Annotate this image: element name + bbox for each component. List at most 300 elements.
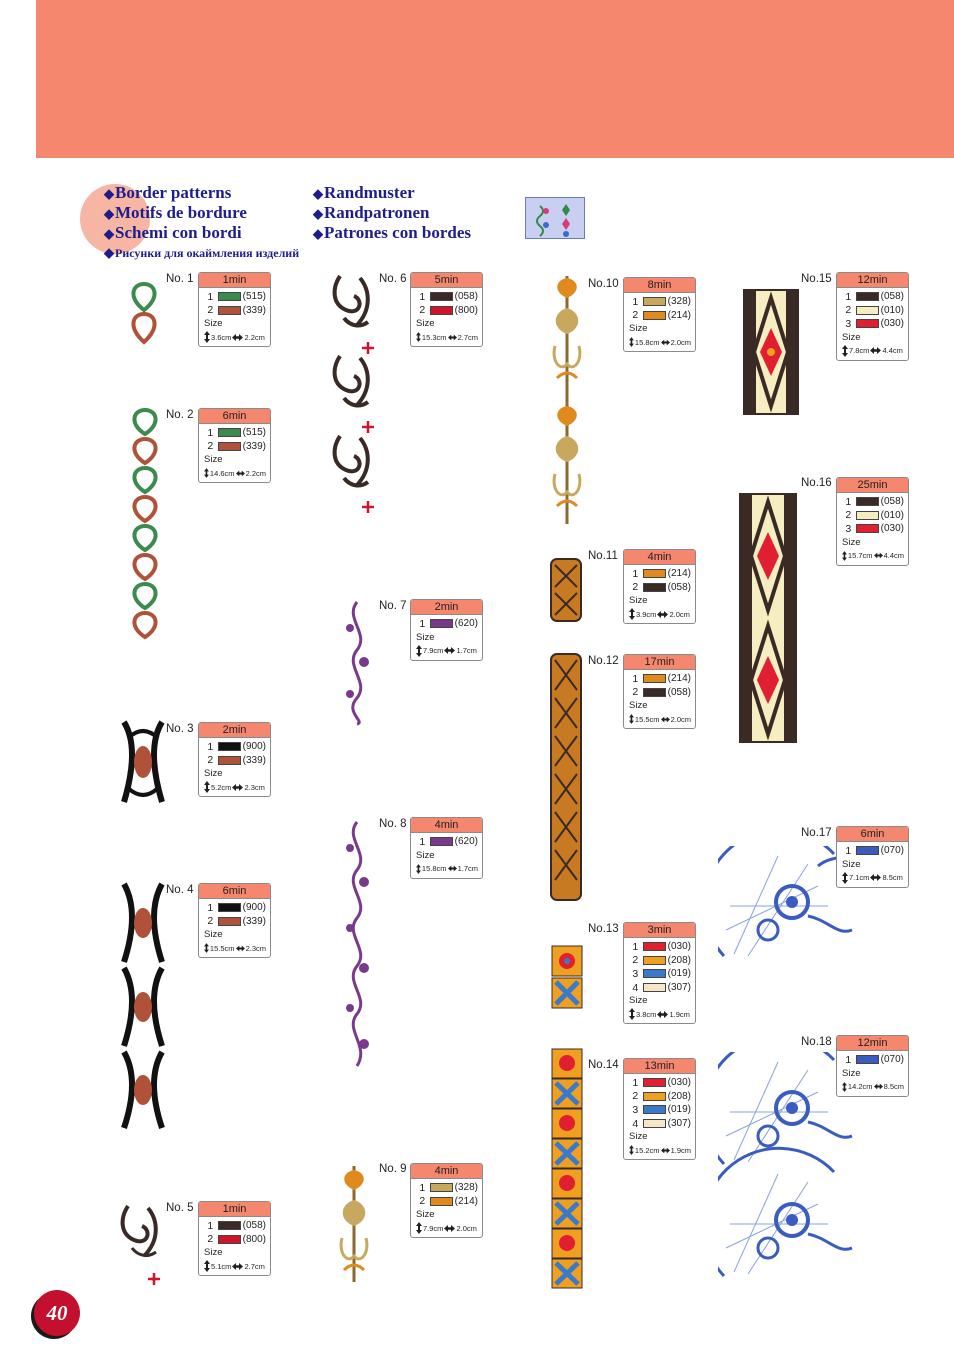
stitch-time: 25min xyxy=(837,478,908,493)
card-body xyxy=(411,288,482,346)
vertical-arrow-icon xyxy=(842,1081,847,1093)
cross-connector-icon xyxy=(362,420,374,438)
stitch-time: 4min xyxy=(411,1164,482,1179)
size-vertical: 15.7cm xyxy=(847,551,873,561)
thread-color-row xyxy=(204,915,266,929)
pattern-size xyxy=(204,942,266,954)
card-body xyxy=(837,842,908,887)
thread-code: (515) xyxy=(242,427,266,439)
thread-color-row xyxy=(416,1195,478,1209)
color-order: 1 xyxy=(632,295,639,308)
stitch-time: 4min xyxy=(411,818,482,833)
pattern-number: No. 1 xyxy=(166,273,194,285)
vertical-arrow-icon xyxy=(416,645,422,657)
pattern-size xyxy=(629,336,691,348)
thread-color-row xyxy=(204,440,266,454)
color-swatch xyxy=(218,756,240,765)
pattern-info-card[interactable] xyxy=(836,826,909,888)
page-number: 40 xyxy=(46,1301,68,1325)
stitch-time: 17min xyxy=(624,655,695,670)
thread-color-row xyxy=(204,1233,266,1247)
size-label: Size xyxy=(416,1209,435,1221)
stitch-time: 12min xyxy=(837,273,908,288)
stitch-time: 1min xyxy=(199,273,270,288)
thread-code: (010) xyxy=(880,304,904,316)
pattern-number: No. 3 xyxy=(166,723,194,735)
thread-color-row xyxy=(629,940,691,954)
color-order: 4 xyxy=(632,981,639,994)
color-order: 1 xyxy=(845,290,852,303)
color-order: 2 xyxy=(207,754,214,767)
pattern-9-motif xyxy=(334,1160,374,1293)
thread-code: (058) xyxy=(880,291,904,303)
pattern-13-motif xyxy=(551,945,583,1014)
pattern-size xyxy=(842,550,904,562)
color-order: 1 xyxy=(632,567,639,580)
thread-code: (058) xyxy=(242,1220,266,1232)
thread-color-row xyxy=(204,754,266,768)
color-swatch xyxy=(430,619,452,628)
color-order: 2 xyxy=(419,304,426,317)
pattern-info-card[interactable] xyxy=(198,408,271,483)
color-order: 1 xyxy=(845,1053,852,1066)
pattern-info-card[interactable] xyxy=(623,922,696,1024)
stitch-time: 8min xyxy=(624,278,695,293)
size-horizontal: 4.4cm xyxy=(882,346,903,356)
size-label: Size xyxy=(629,1131,648,1143)
size-label: Size xyxy=(416,849,435,861)
pattern-size xyxy=(204,467,266,479)
color-swatch xyxy=(643,969,665,978)
header-band xyxy=(36,0,954,158)
color-order: 3 xyxy=(845,317,852,330)
horizontal-arrow-icon xyxy=(661,1147,670,1154)
size-vertical: 15.3cm xyxy=(421,332,447,342)
pattern-size xyxy=(842,1081,904,1093)
thread-code: (339) xyxy=(242,304,266,316)
stitch-time: 12min xyxy=(837,1036,908,1051)
color-order: 2 xyxy=(845,509,852,522)
size-horizontal: 2.7cm xyxy=(244,1261,265,1271)
pattern-info-card[interactable] xyxy=(198,1201,271,1276)
horizontal-arrow-icon xyxy=(236,470,245,477)
color-order: 1 xyxy=(419,290,426,303)
size-label: Size xyxy=(204,1247,223,1259)
color-order: 1 xyxy=(632,940,639,953)
thread-code: (900) xyxy=(242,902,266,914)
color-order: 1 xyxy=(419,617,426,630)
card-body xyxy=(411,1179,482,1237)
horizontal-arrow-icon xyxy=(236,945,245,952)
color-swatch xyxy=(856,292,878,301)
size-horizontal: 2.0cm xyxy=(456,1223,477,1233)
size-vertical: 7.8cm xyxy=(849,346,870,356)
pattern-size xyxy=(629,608,691,620)
size-vertical: 15.8cm xyxy=(421,864,447,874)
thread-code: (214) xyxy=(667,309,691,321)
size-vertical: 7.9cm xyxy=(423,646,444,656)
horizontal-arrow-icon xyxy=(448,334,457,341)
thread-code: (620) xyxy=(454,836,478,848)
size-horizontal: 1.7cm xyxy=(456,646,477,656)
pattern-2-motif xyxy=(124,406,166,647)
size-horizontal: 2.3cm xyxy=(245,943,266,953)
thread-color-row xyxy=(842,1053,904,1067)
pattern-info-card[interactable] xyxy=(198,272,271,347)
pattern-info-card[interactable] xyxy=(623,549,696,624)
vertical-arrow-icon xyxy=(204,942,209,954)
thread-code: (339) xyxy=(242,440,266,452)
pattern-number: No.14 xyxy=(588,1059,619,1071)
vertical-arrow-icon xyxy=(416,1222,422,1234)
color-order: 3 xyxy=(845,522,852,535)
color-order: 2 xyxy=(207,440,214,453)
vertical-arrow-icon xyxy=(629,608,635,620)
thread-color-row xyxy=(629,567,691,581)
thread-code: (328) xyxy=(454,1182,478,1194)
stitch-time: 3min xyxy=(624,923,695,938)
size-vertical: 7.1cm xyxy=(849,873,870,883)
horizontal-arrow-icon xyxy=(870,874,881,881)
color-swatch xyxy=(856,497,878,506)
thread-code: (058) xyxy=(454,291,478,303)
color-swatch xyxy=(643,942,665,951)
thread-code: (620) xyxy=(454,618,478,630)
card-body xyxy=(837,493,908,565)
thread-code: (058) xyxy=(667,686,691,698)
thread-color-row xyxy=(629,1076,691,1090)
pattern-number: No. 6 xyxy=(379,273,407,285)
color-order: 1 xyxy=(207,740,214,753)
color-swatch xyxy=(856,1055,878,1064)
color-swatch xyxy=(218,1221,240,1230)
color-order: 1 xyxy=(207,1219,214,1232)
stitch-time: 2min xyxy=(411,600,482,615)
size-horizontal: 1.9cm xyxy=(669,1009,690,1019)
pattern-number: No. 4 xyxy=(166,884,194,896)
color-swatch xyxy=(643,956,665,965)
pattern-info-card[interactable] xyxy=(623,1058,696,1160)
thread-color-row xyxy=(629,672,691,686)
size-vertical: 15.5cm xyxy=(209,943,235,953)
thread-code: (019) xyxy=(667,968,691,980)
thread-color-row xyxy=(629,309,691,323)
color-swatch xyxy=(643,983,665,992)
pattern-5-motif xyxy=(118,1200,166,1271)
size-horizontal: 2.0cm xyxy=(670,714,691,724)
card-body xyxy=(837,288,908,360)
thread-code: (307) xyxy=(667,982,691,994)
color-swatch xyxy=(430,837,452,846)
vertical-arrow-icon xyxy=(204,781,210,793)
horizontal-arrow-icon xyxy=(874,1083,883,1090)
color-order: 1 xyxy=(845,844,852,857)
pattern-size xyxy=(416,331,478,343)
card-body xyxy=(624,565,695,623)
size-horizontal: 2.0cm xyxy=(669,609,690,619)
cross-connector-icon xyxy=(148,1272,160,1290)
pattern-10-motif xyxy=(548,272,586,533)
color-swatch xyxy=(643,1078,665,1087)
color-swatch xyxy=(218,306,240,315)
size-vertical: 3.8cm xyxy=(636,1009,657,1019)
thread-code: (070) xyxy=(880,1054,904,1066)
pattern-1-motif xyxy=(124,280,164,351)
horizontal-arrow-icon xyxy=(444,647,455,654)
color-order: 4 xyxy=(632,1117,639,1130)
card-body xyxy=(411,615,482,660)
pattern-number: No.11 xyxy=(588,550,618,562)
title-patrones-con-bordes: ◆Patrones con bordes xyxy=(313,223,472,242)
vertical-arrow-icon xyxy=(629,1008,635,1020)
size-label: Size xyxy=(629,995,648,1007)
size-label: Size xyxy=(204,768,223,780)
pattern-number: No. 9 xyxy=(379,1163,407,1175)
color-swatch xyxy=(643,1092,665,1101)
color-swatch xyxy=(856,524,878,533)
thread-color-row xyxy=(842,844,904,858)
thread-code: (800) xyxy=(454,304,478,316)
size-label: Size xyxy=(842,1067,861,1079)
size-horizontal: 1.9cm xyxy=(670,1145,691,1155)
card-body xyxy=(624,670,695,728)
thread-code: (058) xyxy=(667,581,691,593)
card-body xyxy=(411,833,482,878)
color-swatch xyxy=(643,688,665,697)
title-border-patterns: ◆Border patterns xyxy=(104,183,232,202)
color-order: 2 xyxy=(632,686,639,699)
thread-color-row xyxy=(629,1117,691,1131)
vertical-arrow-icon xyxy=(842,550,847,562)
horizontal-arrow-icon xyxy=(232,334,243,341)
thread-color-row xyxy=(842,290,904,304)
card-body xyxy=(624,1074,695,1159)
pattern-info-card[interactable] xyxy=(410,599,483,661)
pattern-info-card[interactable] xyxy=(198,883,271,958)
card-body xyxy=(199,738,270,796)
pattern-info-card[interactable] xyxy=(410,817,483,879)
horizontal-arrow-icon xyxy=(448,865,457,872)
stitch-time: 1min xyxy=(199,1202,270,1217)
size-vertical: 3.6cm xyxy=(211,332,232,342)
thread-color-row xyxy=(629,967,691,981)
color-swatch xyxy=(643,583,665,592)
color-order: 1 xyxy=(419,835,426,848)
pattern-info-card[interactable] xyxy=(410,1163,483,1238)
vertical-arrow-icon xyxy=(204,467,209,479)
size-label: Size xyxy=(204,318,223,330)
color-swatch xyxy=(643,1105,665,1114)
pattern-size xyxy=(842,345,904,357)
horizontal-arrow-icon xyxy=(444,1225,455,1232)
size-label: Size xyxy=(629,700,648,712)
pattern-number: No.15 xyxy=(801,273,832,285)
size-label: Size xyxy=(629,323,648,335)
thread-color-row xyxy=(204,740,266,754)
pattern-size xyxy=(204,331,266,343)
thread-code: (030) xyxy=(667,1077,691,1089)
color-order: 2 xyxy=(207,1233,214,1246)
horizontal-arrow-icon xyxy=(870,347,881,354)
color-order: 1 xyxy=(419,1181,426,1194)
stitch-time: 13min xyxy=(624,1059,695,1074)
pattern-size xyxy=(842,872,904,884)
size-vertical: 15.8cm xyxy=(634,337,660,347)
thread-color-row xyxy=(416,1181,478,1195)
thread-color-row xyxy=(204,901,266,915)
vertical-arrow-icon xyxy=(629,336,634,348)
thread-color-row xyxy=(629,1103,691,1117)
pattern-info-card[interactable] xyxy=(836,272,909,361)
pattern-number: No.16 xyxy=(801,477,832,489)
pattern-4-motif xyxy=(120,880,166,1137)
title-randmuster: ◆Randmuster xyxy=(313,183,415,202)
card-body xyxy=(199,288,270,346)
size-horizontal: 2.0cm xyxy=(670,337,691,347)
size-horizontal: 2.7cm xyxy=(457,332,478,342)
title-randpatronen: ◆Randpatronen xyxy=(313,203,430,222)
thread-code: (328) xyxy=(667,296,691,308)
size-horizontal: 8.5cm xyxy=(882,873,903,883)
size-vertical: 3.9cm xyxy=(636,609,657,619)
horizontal-arrow-icon xyxy=(657,611,668,618)
size-label: Size xyxy=(416,631,435,643)
vertical-arrow-icon xyxy=(204,331,210,343)
color-order: 1 xyxy=(207,426,214,439)
pattern-size xyxy=(629,1144,691,1156)
size-label: Size xyxy=(842,536,861,548)
thread-code: (010) xyxy=(880,509,904,521)
card-body xyxy=(837,1051,908,1096)
thread-color-row xyxy=(416,290,478,304)
color-order: 2 xyxy=(845,304,852,317)
stitch-time: 2min xyxy=(199,723,270,738)
stitch-time: 6min xyxy=(199,884,270,899)
size-vertical: 15.2cm xyxy=(634,1145,660,1155)
pattern-6-motif xyxy=(330,270,380,515)
thread-code: (030) xyxy=(880,523,904,535)
color-order: 1 xyxy=(845,495,852,508)
color-swatch xyxy=(430,292,452,301)
color-order: 2 xyxy=(207,304,214,317)
pattern-info-card[interactable] xyxy=(198,722,271,797)
thread-color-row xyxy=(416,835,478,849)
size-vertical: 14.6cm xyxy=(209,468,235,478)
size-horizontal: 2.3cm xyxy=(244,782,265,792)
thread-code: (800) xyxy=(242,1233,266,1245)
pattern-number: No.17 xyxy=(801,827,832,839)
pattern-14-motif xyxy=(551,1048,583,1295)
pattern-number: No. 7 xyxy=(379,600,407,612)
pattern-7-motif xyxy=(340,598,374,733)
color-swatch xyxy=(430,1197,452,1206)
size-vertical: 5.1cm xyxy=(211,1261,232,1271)
thread-code: (058) xyxy=(880,496,904,508)
thread-color-row xyxy=(629,954,691,968)
size-label: Size xyxy=(416,318,435,330)
thread-code: (208) xyxy=(667,954,691,966)
vertical-arrow-icon xyxy=(842,345,848,357)
title-motifs-de-bordure: ◆Motifs de bordure xyxy=(104,203,247,222)
pattern-info-card[interactable] xyxy=(623,654,696,729)
size-horizontal: 2.2cm xyxy=(244,332,265,342)
horizontal-arrow-icon xyxy=(661,716,670,723)
color-swatch xyxy=(218,903,240,912)
pattern-number: No. 5 xyxy=(166,1202,194,1214)
vertical-arrow-icon xyxy=(629,1144,634,1156)
stitch-time: 5min xyxy=(411,273,482,288)
pattern-15-motif xyxy=(742,288,800,421)
thread-color-row xyxy=(416,304,478,318)
thread-code: (214) xyxy=(667,568,691,580)
thread-code: (900) xyxy=(242,741,266,753)
thread-color-row xyxy=(629,981,691,995)
thread-color-row xyxy=(629,1090,691,1104)
color-swatch xyxy=(643,569,665,578)
pattern-info-card[interactable] xyxy=(623,277,696,352)
pattern-16-motif xyxy=(738,492,798,749)
thread-code: (030) xyxy=(667,941,691,953)
color-order: 2 xyxy=(632,309,639,322)
pattern-size xyxy=(204,781,266,793)
pattern-size xyxy=(416,645,478,657)
thread-code: (339) xyxy=(242,915,266,927)
thread-code: (515) xyxy=(242,291,266,303)
thread-code: (307) xyxy=(667,1118,691,1130)
vertical-arrow-icon xyxy=(416,863,421,875)
pattern-info-card[interactable] xyxy=(410,272,483,347)
thread-color-row xyxy=(629,581,691,595)
pattern-8-motif xyxy=(340,818,374,1075)
stitch-time: 4min xyxy=(624,550,695,565)
size-horizontal: 4.4cm xyxy=(883,551,904,561)
pattern-number: No. 2 xyxy=(166,409,194,421)
vertical-arrow-icon xyxy=(204,1260,210,1272)
thread-color-row xyxy=(629,295,691,309)
pattern-12-motif xyxy=(549,652,583,907)
card-body xyxy=(199,1217,270,1275)
cross-connector-icon xyxy=(362,341,374,359)
pattern-info-card[interactable] xyxy=(836,1035,909,1097)
color-swatch xyxy=(856,319,878,328)
thread-color-row xyxy=(629,686,691,700)
size-horizontal: 8.5cm xyxy=(883,1082,904,1092)
color-swatch xyxy=(218,292,240,301)
size-label: Size xyxy=(842,331,861,343)
thread-color-row xyxy=(842,495,904,509)
color-order: 2 xyxy=(632,581,639,594)
color-swatch xyxy=(218,917,240,926)
color-swatch xyxy=(856,846,878,855)
thread-color-row xyxy=(842,509,904,523)
size-vertical: 14.2cm xyxy=(847,1082,873,1092)
color-swatch xyxy=(643,311,665,320)
pattern-number: No.13 xyxy=(588,923,619,935)
pattern-number: No.18 xyxy=(801,1036,832,1048)
thread-color-row xyxy=(416,617,478,631)
size-horizontal: 2.2cm xyxy=(245,468,266,478)
color-order: 2 xyxy=(207,915,214,928)
thread-code: (214) xyxy=(454,1195,478,1207)
color-swatch xyxy=(643,674,665,683)
color-swatch xyxy=(856,511,878,520)
color-order: 2 xyxy=(632,1090,639,1103)
size-vertical: 5.2cm xyxy=(211,782,232,792)
cross-connector-icon xyxy=(362,500,374,518)
pattern-info-card[interactable] xyxy=(836,477,909,566)
pattern-number: No.10 xyxy=(588,278,619,290)
thread-code: (339) xyxy=(242,754,266,766)
